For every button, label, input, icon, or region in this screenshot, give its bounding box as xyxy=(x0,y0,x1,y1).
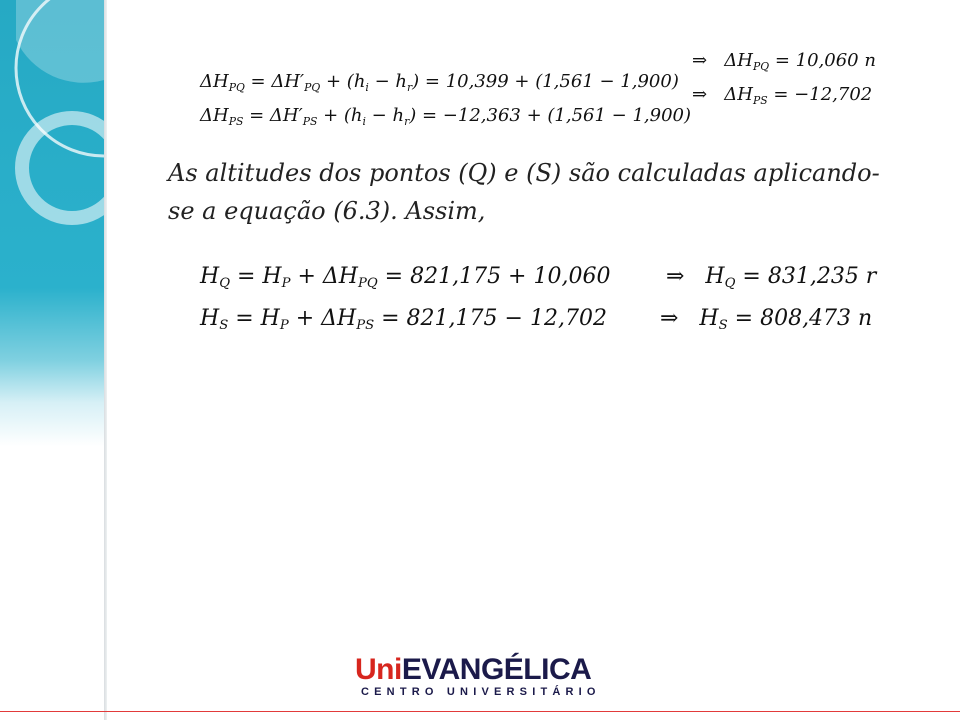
logo-uni-text: Uni xyxy=(355,653,402,686)
paragraph-line-2: se a equação (6.3). Assim, xyxy=(168,197,486,225)
paragraph-line-1: As altitudes dos pontos (Q) e (S) são calculadas aplicando- xyxy=(168,159,880,187)
explanation-paragraph xyxy=(168,154,888,230)
unievangelica-logo xyxy=(355,654,605,700)
circles-decoration-icon xyxy=(0,0,104,400)
logo-subtitle: CENTRO UNIVERSITÁRIO xyxy=(361,686,601,698)
logo-main-text: EVANGÉLICA xyxy=(401,653,592,686)
equation-delta-h-ps: $\Delta H_{PS} = \Delta H'_{PS} + (h_i - h_r) = -12,363 + (1,561 - 1,900)$ xyxy=(200,105,692,128)
sidebar-edge xyxy=(104,0,107,720)
equation-h-s: $H_S = H_P + \Delta H_{PS} = 821,175 - 12,702$ xyxy=(200,306,607,333)
footer-divider xyxy=(0,711,960,712)
sidebar-decoration xyxy=(0,0,104,720)
equation-delta-h-pq: $\Delta H_{PQ} = \Delta H'_{PQ} + (h_i - h_r) = 10,399 + (1,561 - 1,900)$ xyxy=(200,71,679,94)
equation-h-s-result: ⇒ $H_S = 808,473$ n xyxy=(660,306,873,333)
equation-h-q-result: ⇒ $H_Q = 831,235$ r xyxy=(666,264,877,291)
equation-delta-h-ps-result: ⇒ $\Delta H_{PS} = -12,702$ xyxy=(692,84,873,107)
equation-delta-h-pq-result: ⇒ $\Delta H_{PQ} = 10,060$ n xyxy=(692,50,876,73)
equation-h-q: $H_Q = H_P + \Delta H_{PQ} = 821,175 + 10,060$ xyxy=(200,264,611,291)
